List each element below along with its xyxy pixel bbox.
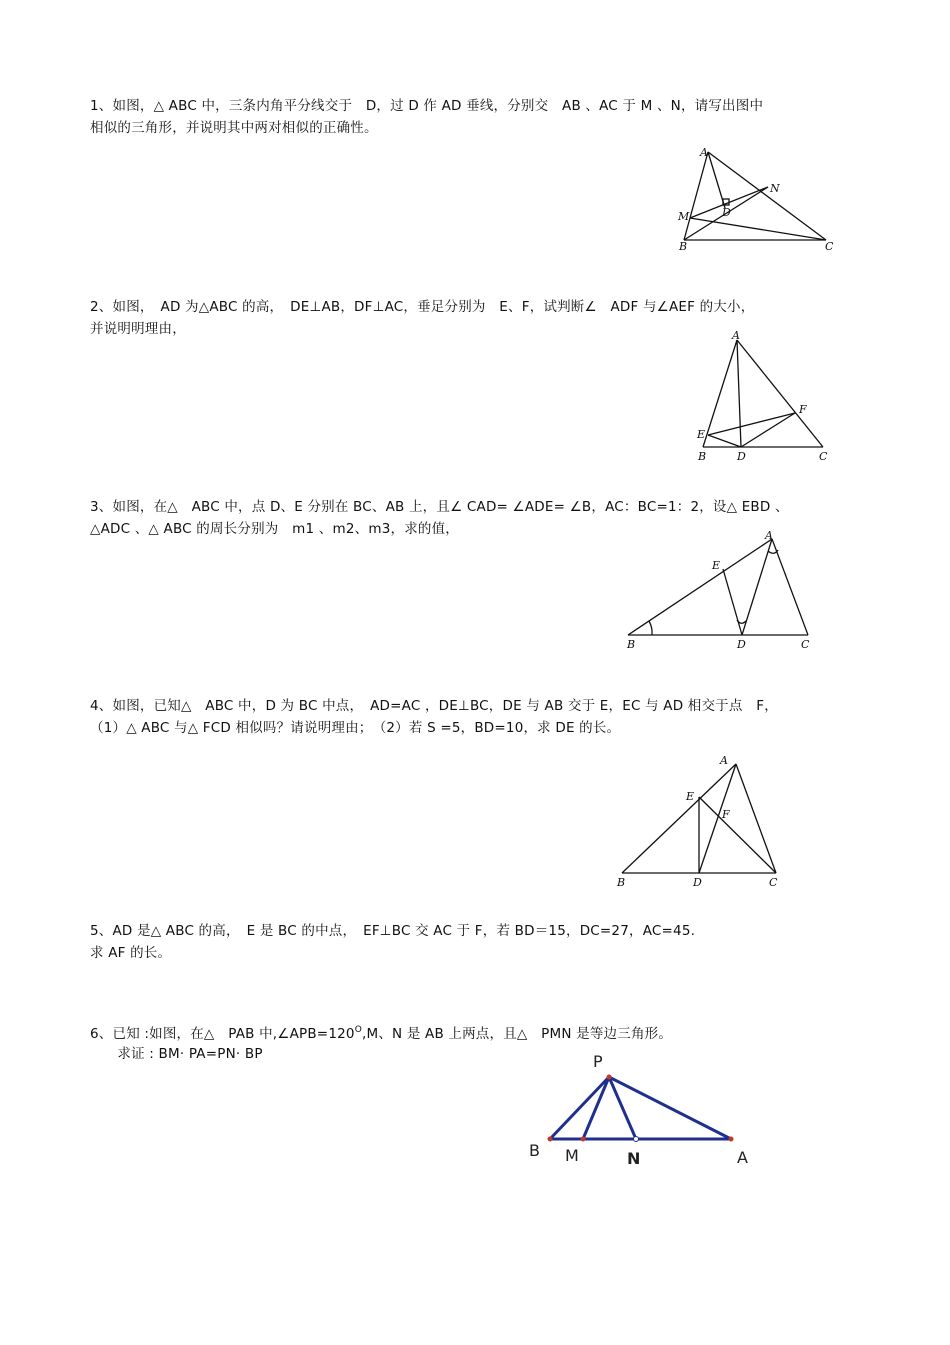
label-M: M	[565, 1146, 579, 1165]
label-A: A	[765, 529, 773, 542]
label-D: D	[693, 876, 702, 889]
label-P: P	[593, 1052, 603, 1071]
label-C: C	[769, 876, 778, 889]
problem-6-figure	[520, 1045, 760, 1170]
label-A: A	[737, 1148, 748, 1167]
label-F: F	[722, 808, 730, 821]
label-N: N	[770, 182, 780, 195]
label-M: M	[678, 210, 690, 223]
problem-1-line-1: 1、如图，△ ABC 中，三条内角平分线交于 D，过 D 作 AD 垂线，分别交 AB 、AC 于 M 、N，请写出图中	[90, 98, 764, 114]
label-B: B	[529, 1141, 540, 1160]
label-C: C	[819, 450, 828, 463]
label-D: D	[737, 450, 746, 463]
problem-1-line-2: 相似的三角形，并说明其中两对相似的正确性。	[90, 120, 378, 136]
label-B: B	[617, 876, 626, 889]
label-A: A	[700, 146, 708, 159]
degree-mark: O	[354, 1025, 362, 1035]
label-E: E	[712, 559, 721, 572]
problem-4-line-2: （1）△ ABC 与△ FCD 相似吗？请说明理由； （2）若 S =5，BD=10，求 DE 的长。	[90, 720, 621, 736]
label-N: N	[627, 1149, 641, 1168]
label-C: C	[801, 638, 810, 651]
label-A: A	[732, 329, 740, 342]
label-B: B	[627, 638, 636, 651]
label-B: B	[679, 240, 688, 253]
problem-2-line-2: 并说明明理由，	[90, 321, 186, 337]
label-F: F	[799, 403, 807, 416]
label-B: B	[698, 450, 707, 463]
problem-6-line-1	[90, 1021, 672, 1043]
problem-5-line-1: 5、AD 是△ ABC 的高， E 是 BC 的中点， EF⊥BC 交 AC 于 F，若 BD＝15，DC=27，AC=45.	[90, 923, 696, 939]
problem-5-line-2: 求 AF 的长。	[90, 945, 172, 961]
label-C: C	[825, 240, 834, 253]
problem-3-line-2: △ADC 、△ ABC 的周长分别为 m1 、m2、m3，求的值，	[90, 521, 459, 537]
label-E: E	[686, 790, 695, 803]
problem-4-figure	[612, 752, 792, 892]
problem-1-figure	[670, 140, 850, 260]
problem-3-line-1: 3、如图，在△ ABC 中，点 D、E 分别在 BC、AB 上，且∠ CAD= ∠ADE= ∠B，AC：BC=1：2，设△ EBD 、	[90, 499, 789, 515]
problem-2-figure	[690, 325, 850, 470]
problem-6-line-2: 求证 : BM· PA=PN· BP	[90, 1046, 263, 1062]
label-E: E	[697, 428, 706, 441]
problem-6-line-1-rest: ,M、N 是 AB 上两点，且△ PMN 是等边三角形。	[361, 1026, 673, 1042]
problem-2-line-1: 2、如图， AD 为△ABC 的高， DE⊥AB，DF⊥AC，垂足分别为 E、F，试判断∠ ADF 与∠AEF 的大小，	[90, 299, 755, 315]
label-A: A	[720, 754, 728, 767]
label-D: D	[722, 206, 731, 219]
problem-3-figure	[615, 525, 830, 655]
problem-4-line-1: 4、如图，已知△ ABC 中，D 为 BC 中点， AD=AC ，DE⊥BC，DE 与 AB 交于 E，EC 与 AD 相交于点 F，	[90, 698, 778, 714]
label-D: D	[737, 638, 746, 651]
problem-6-line-1-text: 6、已知 :如图，在△ PAB 中,∠APB=120	[90, 1026, 355, 1042]
